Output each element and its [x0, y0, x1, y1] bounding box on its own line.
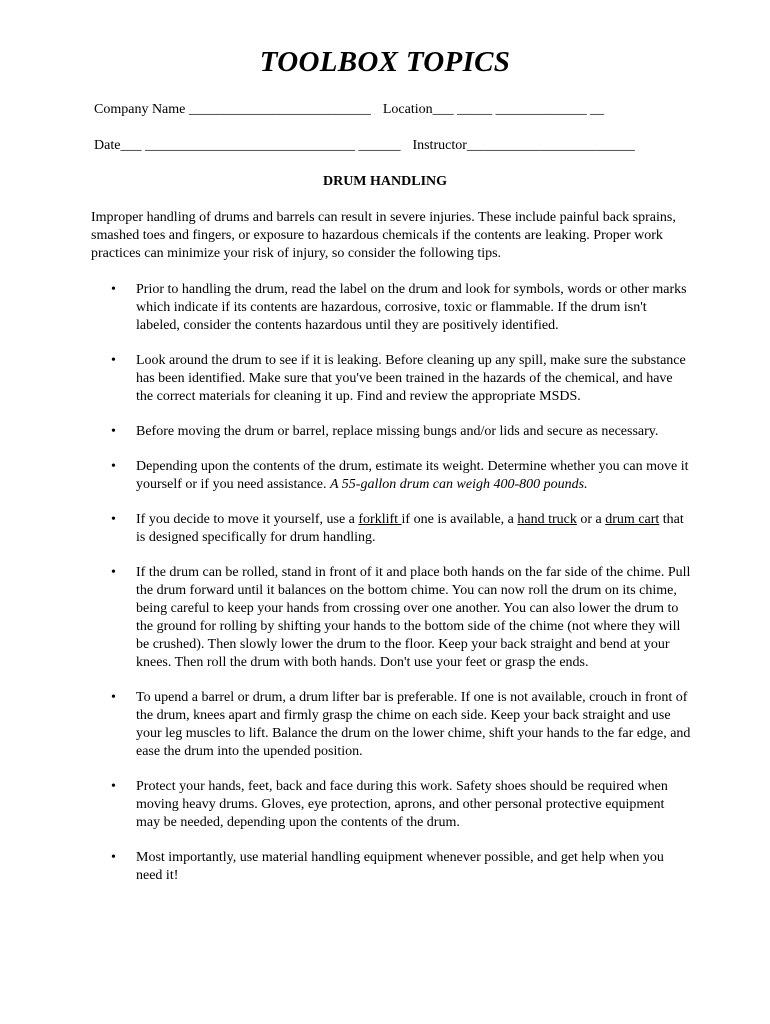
- location-blank[interactable]: ___ _____ _____________ __: [432, 102, 605, 117]
- tip-text: Prior to handling the drum, read the label on the drum and look for symbols, words or other marks which indicate if its contents are hazardous, corrosive, toxic or flammable. If the drum isn't labeled, consider the contents hazardous until they are positively identified.: [136, 282, 687, 333]
- hand-truck-link[interactable]: hand truck: [517, 512, 577, 527]
- date-label: Date: [94, 138, 121, 153]
- tip-text: If the drum can be rolled, stand in front of it and place both hands on the far side of the chime. Pull the drum forward until it balances on the bottom chime. You can now roll the drum on its chime, being careful to keep your hands from crossing over one another. You can also lower the drum to the ground for rolling by shifting your hands to the bottom side of the chime (not where they will be crushed). Then slowly lower the drum to the floor. Keep your back straight and bend at your knees. Then roll the drum with both hands. Don't use your feet or grasp the ends.: [136, 565, 691, 670]
- list-item: [91, 458, 691, 494]
- tip-text: if one is available, a: [401, 512, 518, 527]
- forklift-link[interactable]: forklift: [358, 512, 402, 527]
- date-blank[interactable]: ___ ______________________________ ______: [120, 138, 401, 153]
- bullet-icon: •: [111, 353, 116, 368]
- list-item: [91, 849, 691, 885]
- tip-text: that is designed specifically for drum handling.: [136, 512, 684, 545]
- list-item: [91, 352, 691, 406]
- bullet-icon: •: [111, 282, 116, 297]
- tip-text: If you decide to move it yourself, use a: [136, 512, 359, 527]
- instructor-label: Instructor: [412, 138, 467, 153]
- bullet-icon: •: [111, 512, 116, 527]
- bullet-icon: •: [111, 424, 116, 439]
- bullet-icon: •: [111, 565, 116, 580]
- page-title: TOOLBOX TOPICS: [259, 46, 511, 78]
- date-instructor-line: [94, 138, 635, 154]
- tip-text: To upend a barrel or drum, a drum lifter bar is preferable. If one is not available, crouch in front of the drum, knees apart and firmly grasp the chime on each side. Keep your back straight and use your leg muscles to lift. Balance the drum on the lower chime, shift your hands to the far edge, and ease the drum into the upended position.: [136, 690, 691, 759]
- section-heading: DRUM HANDLING: [322, 174, 448, 189]
- list-item: [91, 778, 691, 832]
- tip-text: Look around the drum to see if it is leaking. Before cleaning up any spill, make sure the substance has been identified. Make sure that you've been trained in the hazards of the chemical, and have the correct materials for cleaning it up. Find and review the appropriate MSDS.: [136, 353, 686, 404]
- tip-text: or a: [576, 512, 606, 527]
- list-item: [91, 281, 691, 335]
- location-label: Location: [382, 102, 433, 117]
- list-item: [91, 511, 691, 547]
- intro-paragraph: Improper handling of drums and barrels can result in severe injuries. These include painful back sprains, smashed toes and fingers, or exposure to hazardous chemicals if the contents are leaking. Proper work practices can minimize your risk of injury, so consider the following tips.: [91, 210, 676, 261]
- tips-list: [91, 281, 691, 902]
- company-name-blank[interactable]: __________________________: [188, 102, 371, 117]
- tip-text: Most importantly, use material handling equipment whenever possible, and get help when you need it!: [136, 850, 664, 883]
- bullet-icon: •: [111, 690, 116, 705]
- tip-text: Before moving the drum or barrel, replace missing bungs and/or lids and secure as necessary.: [136, 424, 659, 439]
- tip-text: Protect your hands, feet, back and face during this work. Safety shoes should be required when moving heavy drums. Gloves, eye protection, aprons, and other personal protective equipment may be needed, depending upon the contents of the drum.: [136, 779, 668, 830]
- list-item: [91, 564, 691, 672]
- list-item: [91, 689, 691, 761]
- drum-weight-note: A 55-gallon drum can weigh 400-800 pounds.: [330, 477, 588, 492]
- instructor-blank[interactable]: ________________________: [466, 138, 635, 153]
- company-name-label: Company Name: [94, 102, 186, 117]
- list-item: [91, 423, 691, 441]
- bullet-icon: •: [111, 459, 116, 474]
- bullet-icon: •: [111, 850, 116, 865]
- drum-cart-link[interactable]: drum cart: [605, 512, 660, 527]
- bullet-icon: •: [111, 779, 116, 794]
- tip-text: Depending upon the contents of the drum, estimate its weight. Determine whether you can move it yourself or if you need assistance.: [136, 459, 689, 492]
- company-location-line: [94, 102, 604, 118]
